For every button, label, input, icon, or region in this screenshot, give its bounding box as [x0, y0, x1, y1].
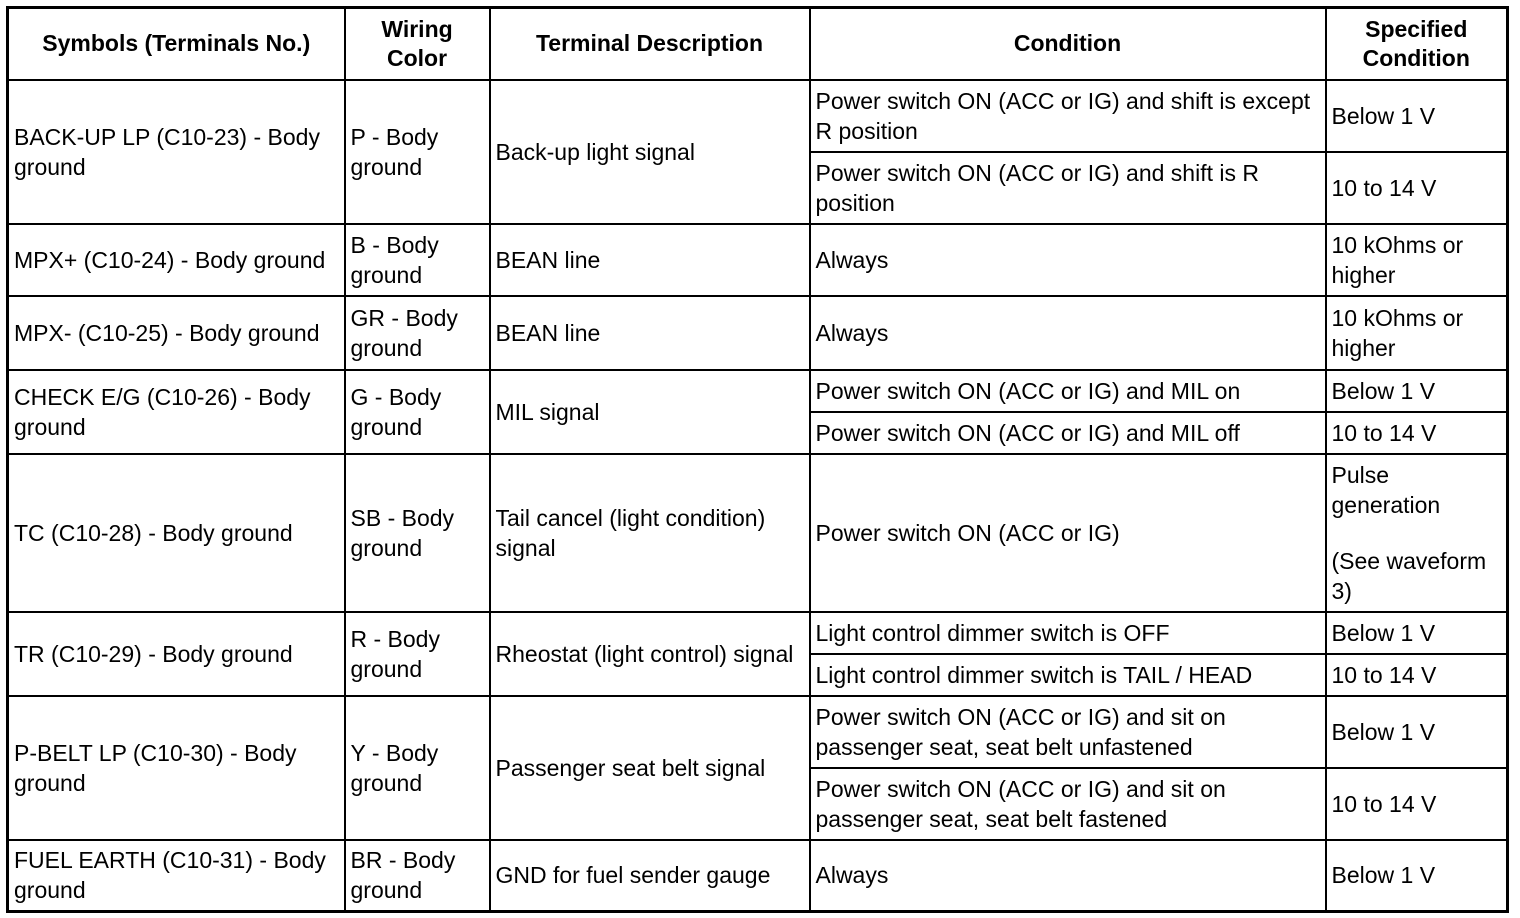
condition-cell: Power switch ON (ACC or IG) and shift is except R position — [810, 80, 1326, 152]
header-symbols: Symbols (Terminals No.) — [8, 8, 345, 80]
condition-cell: Light control dimmer switch is OFF — [810, 612, 1326, 654]
wiring-cell: G - Body ground — [345, 370, 490, 454]
condition-cell: Power switch ON (ACC or IG) and shift is R position — [810, 152, 1326, 224]
condition-cell: Light control dimmer switch is TAIL / HEAD — [810, 654, 1326, 696]
condition-cell: Power switch ON (ACC or IG) and MIL off — [810, 412, 1326, 454]
specified-cell: 10 kOhms or higher — [1326, 224, 1508, 296]
wiring-cell: BR - Body ground — [345, 840, 490, 912]
condition-cell: Always — [810, 296, 1326, 370]
symbol-cell: MPX- (C10-25) - Body ground — [8, 296, 345, 370]
condition-cell: Power switch ON (ACC or IG) — [810, 454, 1326, 612]
header-specified-condition: Specified Condition — [1326, 8, 1508, 80]
specified-cell: 10 kOhms or higher — [1326, 296, 1508, 370]
description-cell: Rheostat (light control) signal — [490, 612, 810, 696]
header-row — [8, 8, 1508, 80]
description-cell: Passenger seat belt signal — [490, 696, 810, 840]
symbol-cell: CHECK E/G (C10-26) - Body ground — [8, 370, 345, 454]
table-row — [8, 840, 1508, 912]
condition-cell: Power switch ON (ACC or IG) and sit on passenger seat, seat belt unfastened — [810, 696, 1326, 768]
specified-note: (See waveform 3) — [1331, 547, 1487, 604]
table-row — [8, 80, 1508, 152]
description-cell: Back-up light signal — [490, 80, 810, 224]
condition-cell: Always — [810, 224, 1326, 296]
wiring-cell: B - Body ground — [345, 224, 490, 296]
wiring-cell: SB - Body ground — [345, 454, 490, 612]
specified-cell: 10 to 14 V — [1326, 412, 1508, 454]
specified-cell: Below 1 V — [1326, 840, 1508, 912]
specified-cell: 10 to 14 V — [1326, 654, 1508, 696]
symbol-cell: P-BELT LP (C10-30) - Body ground — [8, 696, 345, 840]
wiring-cell: GR - Body ground — [345, 296, 490, 370]
description-cell: MIL signal — [490, 370, 810, 454]
table-row — [8, 696, 1508, 768]
specified-cell — [1326, 454, 1508, 612]
header-condition: Condition — [810, 8, 1326, 80]
table-row — [8, 370, 1508, 412]
description-cell: GND for fuel sender gauge — [490, 840, 810, 912]
description-cell: BEAN line — [490, 296, 810, 370]
specified-cell: Below 1 V — [1326, 696, 1508, 768]
symbol-cell: FUEL EARTH (C10-31) - Body ground — [8, 840, 345, 912]
description-cell: Tail cancel (light condition) signal — [490, 454, 810, 612]
symbol-cell: MPX+ (C10-24) - Body ground — [8, 224, 345, 296]
condition-cell: Power switch ON (ACC or IG) and MIL on — [810, 370, 1326, 412]
header-wiring-color: Wiring Color — [345, 8, 490, 80]
table-row — [8, 612, 1508, 654]
condition-cell: Always — [810, 840, 1326, 912]
spacer — [1332, 520, 1502, 546]
symbol-cell: TC (C10-28) - Body ground — [8, 454, 345, 612]
specified-cell: Below 1 V — [1326, 612, 1508, 654]
specified-cell: 10 to 14 V — [1326, 152, 1508, 224]
symbol-cell: BACK-UP LP (C10-23) - Body ground — [8, 80, 345, 224]
table-body — [8, 80, 1508, 912]
table-row — [8, 224, 1508, 296]
wiring-cell: R - Body ground — [345, 612, 490, 696]
table-row — [8, 454, 1508, 612]
specified-cell: Below 1 V — [1326, 80, 1508, 152]
description-cell: BEAN line — [490, 224, 810, 296]
specified-main: Pulse generation — [1331, 461, 1441, 518]
wiring-cell: P - Body ground — [345, 80, 490, 224]
specified-cell: Below 1 V — [1326, 370, 1508, 412]
wiring-cell: Y - Body ground — [345, 696, 490, 840]
condition-cell: Power switch ON (ACC or IG) and sit on passenger seat, seat belt fastened — [810, 768, 1326, 840]
symbol-cell: TR (C10-29) - Body ground — [8, 612, 345, 696]
table-row — [8, 296, 1508, 370]
specified-cell: 10 to 14 V — [1326, 768, 1508, 840]
header-terminal-description: Terminal Description — [490, 8, 810, 80]
terminal-spec-table — [6, 6, 1509, 913]
